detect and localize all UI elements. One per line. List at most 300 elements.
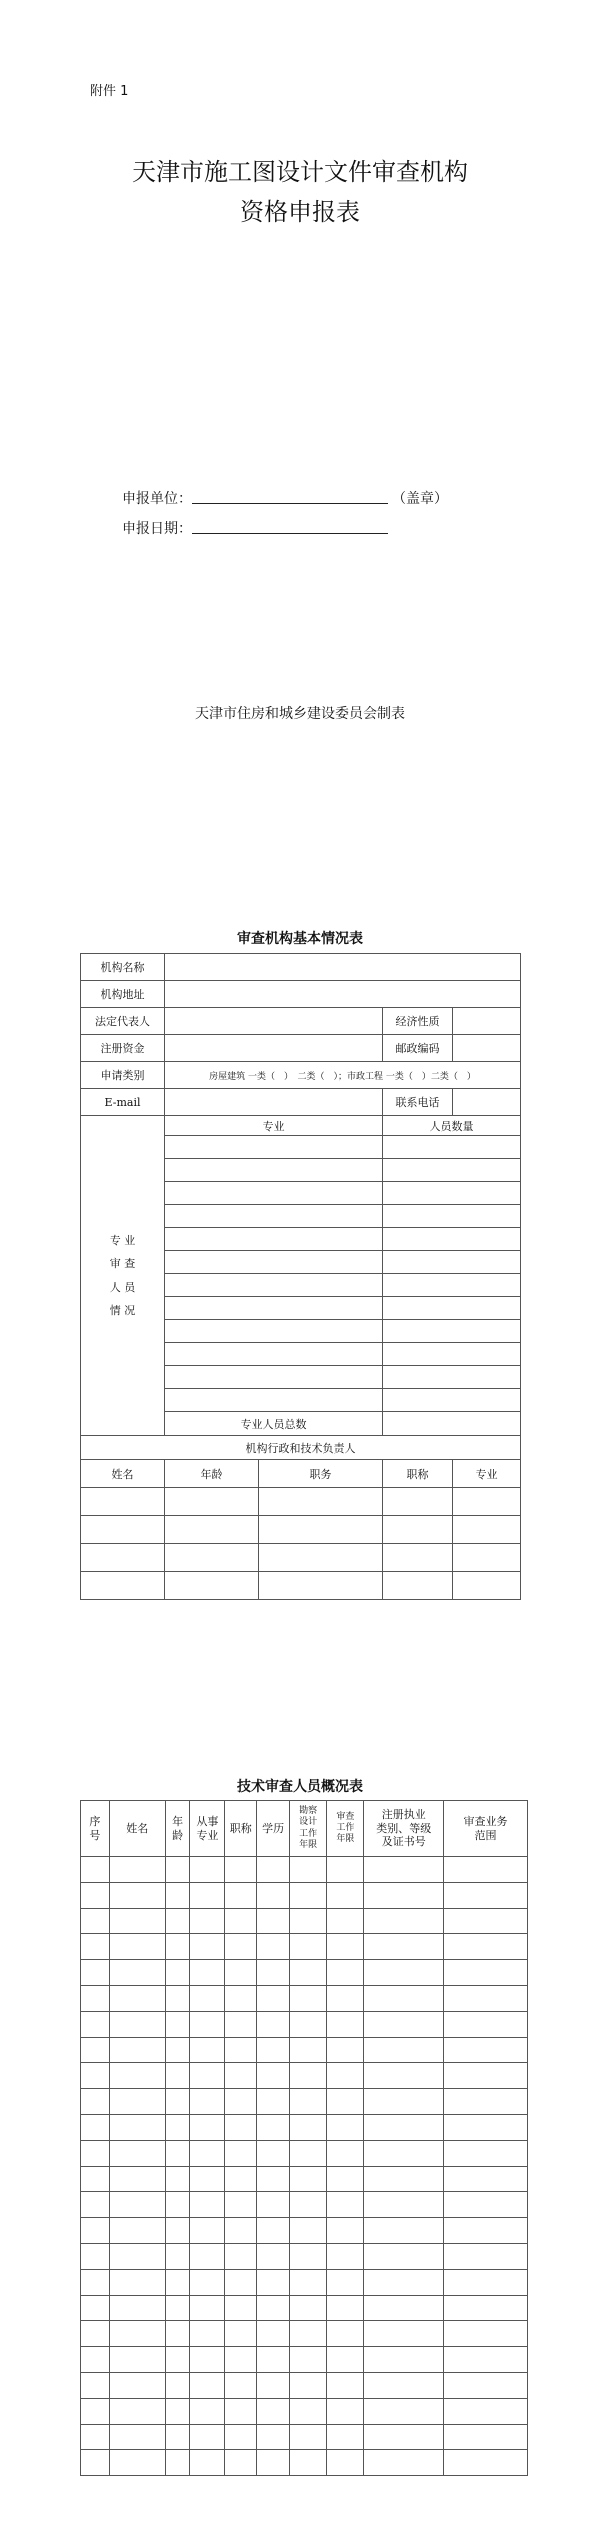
tech-cell[interactable] [327,1985,364,2011]
tech-cell[interactable] [81,2140,110,2166]
phone-label: 联系电话 [383,1089,453,1116]
tech-cell[interactable] [290,1985,327,2011]
tech-cell[interactable] [190,2347,225,2373]
tech-cell[interactable] [165,1908,189,1934]
tech-cell[interactable] [257,2450,290,2476]
tech-cell[interactable] [190,2037,225,2063]
tech-cell[interactable] [444,2321,528,2347]
tech-cell[interactable] [327,2166,364,2192]
tech-cell[interactable] [290,2424,327,2450]
tech-cell[interactable] [190,2269,225,2295]
tech-cell[interactable] [165,2192,189,2218]
count-cell[interactable] [383,1136,521,1159]
tech-cell[interactable] [257,1882,290,1908]
tech-cell[interactable] [327,2269,364,2295]
economic-nature-cell[interactable] [453,1008,521,1035]
tech-cell[interactable] [225,2140,257,2166]
leader-cell[interactable] [165,1516,259,1544]
specialty-cell[interactable] [165,1136,383,1159]
tech-cell[interactable] [444,2192,528,2218]
specialty-cell[interactable] [165,1228,383,1251]
tech-cell[interactable] [327,2321,364,2347]
tech-cell[interactable] [327,2347,364,2373]
count-cell[interactable] [383,1182,521,1205]
tech-cell[interactable] [109,2269,165,2295]
tech-cell[interactable] [190,2450,225,2476]
tech-cell[interactable] [165,2398,189,2424]
org-address-cell[interactable] [165,981,521,1008]
tech-cell[interactable] [81,2450,110,2476]
tech-cell[interactable] [81,2269,110,2295]
tech-cell[interactable] [109,2424,165,2450]
specialty-cell[interactable] [165,1297,383,1320]
email-cell[interactable] [165,1089,383,1116]
total-cell[interactable] [383,1412,521,1436]
tech-cell[interactable] [257,2321,290,2347]
tech-cell[interactable] [444,2347,528,2373]
tech-cell[interactable] [327,1857,364,1883]
tech-cell[interactable] [290,2372,327,2398]
tech-cell[interactable] [327,1882,364,1908]
leader-cell[interactable] [453,1572,521,1600]
tech-cell[interactable] [165,2450,189,2476]
tech-cell[interactable] [81,1882,110,1908]
tech-cell[interactable] [327,2140,364,2166]
tech-cell[interactable] [81,2037,110,2063]
tech-cell[interactable] [257,2114,290,2140]
tech-cell[interactable] [225,2243,257,2269]
tech-cell[interactable] [190,2243,225,2269]
tech-cell[interactable] [165,1960,189,1986]
tech-cell[interactable] [327,2424,364,2450]
tech-cell[interactable] [225,1882,257,1908]
tech-cell[interactable] [364,1934,444,1960]
tech-cell[interactable] [81,2218,110,2244]
specialty-cell[interactable] [165,1366,383,1389]
tech-cell[interactable] [225,2063,257,2089]
tech-cell[interactable] [190,2089,225,2115]
tech-cell[interactable] [327,2089,364,2115]
tech-cell[interactable] [257,2218,290,2244]
tech-cell[interactable] [290,1908,327,1934]
tech-cell[interactable] [364,2269,444,2295]
leader-cell[interactable] [81,1516,165,1544]
tech-cell[interactable] [364,2011,444,2037]
tech-cell[interactable] [444,2063,528,2089]
tech-cell[interactable] [81,2166,110,2192]
tech-cell[interactable] [364,2063,444,2089]
specialty-cell[interactable] [165,1274,383,1297]
tech-cell[interactable] [225,1857,257,1883]
tech-cell[interactable] [364,2424,444,2450]
specialty-cell[interactable] [165,1320,383,1343]
tech-cell[interactable] [290,2398,327,2424]
leader-cell[interactable] [81,1544,165,1572]
tech-cell[interactable] [165,2089,189,2115]
tech-cell[interactable] [81,2295,110,2321]
tech-cell[interactable] [257,2295,290,2321]
tech-cell[interactable] [165,2321,189,2347]
tech-cell[interactable] [444,2398,528,2424]
specialty-cell[interactable] [165,1343,383,1366]
tech-cell[interactable] [364,1960,444,1986]
tech-cell[interactable] [225,2192,257,2218]
tech-cell[interactable] [444,2166,528,2192]
leader-cell[interactable] [259,1488,383,1516]
tech-cell[interactable] [327,1908,364,1934]
tech-cell[interactable] [190,2140,225,2166]
tech-cell[interactable] [190,2063,225,2089]
tech-cell[interactable] [257,2089,290,2115]
tech-cell[interactable] [364,2450,444,2476]
specialty-cell[interactable] [165,1159,383,1182]
tech-cell[interactable] [109,2398,165,2424]
tech-cell[interactable] [257,2398,290,2424]
tech-cell[interactable] [165,2347,189,2373]
tech-cell[interactable] [444,2089,528,2115]
tech-cell[interactable] [81,2089,110,2115]
tech-cell[interactable] [257,2140,290,2166]
tech-cell[interactable] [165,2063,189,2089]
tech-cell[interactable] [327,1960,364,1986]
tech-cell[interactable] [290,2114,327,2140]
tech-cell[interactable] [109,1934,165,1960]
tech-cell[interactable] [444,2372,528,2398]
tech-cell[interactable] [364,2218,444,2244]
tech-cell[interactable] [225,2114,257,2140]
tech-cell[interactable] [190,2372,225,2398]
leader-cell[interactable] [383,1544,453,1572]
tech-cell[interactable] [364,2037,444,2063]
tech-cell[interactable] [225,2347,257,2373]
tech-cell[interactable] [364,2089,444,2115]
tech-cell[interactable] [225,1934,257,1960]
tech-cell[interactable] [165,2140,189,2166]
leader-cell[interactable] [383,1488,453,1516]
apply-options[interactable]: 房屋建筑 一类（ ） 二类（ ）；市政工程 一类（ ）二类（ ） [165,1062,521,1089]
tech-cell[interactable] [81,2321,110,2347]
leader-cell[interactable] [165,1572,259,1600]
tech-cell[interactable] [364,1857,444,1883]
tech-cell[interactable] [364,2295,444,2321]
tech-cell[interactable] [290,1934,327,1960]
tech-cell[interactable] [165,2269,189,2295]
tech-cell[interactable] [81,2192,110,2218]
tech-cell[interactable] [225,2037,257,2063]
tech-cell[interactable] [290,2295,327,2321]
tech-cell[interactable] [257,2372,290,2398]
specialty-cell[interactable] [165,1251,383,1274]
tech-cell[interactable] [257,2347,290,2373]
tech-cell[interactable] [165,2218,189,2244]
tech-cell[interactable] [364,2166,444,2192]
tech-cell[interactable] [290,2218,327,2244]
tech-cell[interactable] [190,2321,225,2347]
tech-cell[interactable] [109,1857,165,1883]
tech-cell[interactable] [190,2295,225,2321]
registered-capital-cell[interactable] [165,1035,383,1062]
tech-cell[interactable] [190,2114,225,2140]
count-cell[interactable] [383,1343,521,1366]
tech-cell[interactable] [257,2424,290,2450]
leader-cell[interactable] [81,1488,165,1516]
tech-cell[interactable] [165,2037,189,2063]
count-cell[interactable] [383,1159,521,1182]
tech-cell[interactable] [290,1960,327,1986]
tech-cell[interactable] [190,1985,225,2011]
tech-cell[interactable] [364,2192,444,2218]
tech-cell[interactable] [81,1934,110,1960]
count-cell[interactable] [383,1251,521,1274]
count-cell[interactable] [383,1228,521,1251]
tech-cell[interactable] [290,1857,327,1883]
economic-nature-label: 经济性质 [383,1008,453,1035]
tech-row [81,2192,528,2218]
tech-cell[interactable] [290,2166,327,2192]
tech-cell[interactable] [364,1985,444,2011]
tech-cell[interactable] [364,2347,444,2373]
tech-cell[interactable] [290,2063,327,2089]
tech-cell[interactable] [165,2243,189,2269]
tech-cell[interactable] [327,2011,364,2037]
tech-cell[interactable] [190,1857,225,1883]
tech-cell[interactable] [364,2243,444,2269]
tech-cell[interactable] [290,2321,327,2347]
tech-row [81,2218,528,2244]
tech-cell[interactable] [364,2372,444,2398]
tech-cell[interactable] [225,2321,257,2347]
tech-cell[interactable] [109,2140,165,2166]
tech-cell[interactable] [225,2269,257,2295]
tech-cell[interactable] [190,1960,225,1986]
tech-cell[interactable] [165,2295,189,2321]
leader-cell[interactable] [81,1572,165,1600]
tech-cell[interactable] [225,2089,257,2115]
tech-cell[interactable] [364,1882,444,1908]
tech-cell[interactable] [109,2295,165,2321]
tech-cell[interactable] [165,2166,189,2192]
tech-cell[interactable] [165,2424,189,2450]
tech-cell[interactable] [165,1985,189,2011]
tech-cell[interactable] [81,2424,110,2450]
tech-cell[interactable] [290,2037,327,2063]
tech-cell[interactable] [327,2114,364,2140]
tech-cell[interactable] [109,2011,165,2037]
tech-cell[interactable] [109,2450,165,2476]
tech-cell[interactable] [81,1908,110,1934]
tech-cell[interactable] [290,2347,327,2373]
tech-cell[interactable] [109,2372,165,2398]
tech-cell[interactable] [109,2347,165,2373]
leader-cell[interactable] [259,1572,383,1600]
tech-cell[interactable] [257,2011,290,2037]
tech-cell[interactable] [81,2063,110,2089]
tech-cell[interactable] [109,1985,165,2011]
tech-cell[interactable] [257,2037,290,2063]
leader-cell[interactable] [383,1572,453,1600]
tech-cell[interactable] [444,2037,528,2063]
tech-cell[interactable] [364,2140,444,2166]
tech-cell[interactable] [290,1882,327,1908]
leader-cell[interactable] [453,1488,521,1516]
tech-cell[interactable] [190,2166,225,2192]
tech-cell[interactable] [81,2372,110,2398]
count-cell[interactable] [383,1389,521,1412]
count-cell[interactable] [383,1205,521,1228]
tech-cell[interactable] [109,1882,165,1908]
leader-cell[interactable] [453,1544,521,1572]
tech-cell[interactable] [444,1882,528,1908]
tech-cell[interactable] [81,1960,110,1986]
tech-cell[interactable] [444,1934,528,1960]
tech-cell[interactable] [257,2192,290,2218]
tech-cell[interactable] [327,2192,364,2218]
tech-cell[interactable] [165,2011,189,2037]
tech-cell[interactable] [165,2114,189,2140]
tech-cell[interactable] [364,2321,444,2347]
tech-cell[interactable] [165,1857,189,1883]
tech-cell[interactable] [327,2243,364,2269]
tech-cell[interactable] [444,2269,528,2295]
leader-cell[interactable] [165,1488,259,1516]
tech-cell[interactable] [225,2372,257,2398]
tech-cell[interactable] [257,1985,290,2011]
tech-cell[interactable] [109,2243,165,2269]
tech-cell[interactable] [109,2037,165,2063]
tech-cell[interactable] [444,1908,528,1934]
tech-cell[interactable] [81,1857,110,1883]
tech-cell[interactable] [225,2398,257,2424]
tech-cell[interactable] [290,2140,327,2166]
leader-cell[interactable] [165,1544,259,1572]
tech-cell[interactable] [444,2114,528,2140]
tech-cell[interactable] [81,2398,110,2424]
tech-cell[interactable] [81,2243,110,2269]
tech-cell[interactable] [444,1985,528,2011]
tech-cell[interactable] [290,2011,327,2037]
tech-cell[interactable] [165,2372,189,2398]
declare-date-line[interactable] [192,533,388,534]
tech-cell[interactable] [257,1960,290,1986]
tech-cell[interactable] [257,2269,290,2295]
tech-cell[interactable] [109,1960,165,1986]
tech-cell[interactable] [109,2089,165,2115]
leader-cell[interactable] [259,1516,383,1544]
tech-cell[interactable] [190,1882,225,1908]
tech-cell[interactable] [225,2011,257,2037]
count-cell[interactable] [383,1366,521,1389]
tech-cell[interactable] [444,2243,528,2269]
tech-cell[interactable] [190,2398,225,2424]
tech-cell[interactable] [190,2192,225,2218]
tech-cell[interactable] [364,1908,444,1934]
tech-cell[interactable] [109,2321,165,2347]
specialty-cell[interactable] [165,1389,383,1412]
tech-cell[interactable] [290,2089,327,2115]
tech-cell[interactable] [225,2450,257,2476]
tech-cell[interactable] [327,2037,364,2063]
specialty-cell[interactable] [165,1205,383,1228]
tech-cell[interactable] [290,2450,327,2476]
phone-cell[interactable] [453,1089,521,1116]
tech-cell[interactable] [109,2114,165,2140]
tech-cell[interactable] [444,2218,528,2244]
tech-cell[interactable] [225,2218,257,2244]
tech-cell[interactable] [190,1934,225,1960]
tech-cell[interactable] [290,2192,327,2218]
count-cell[interactable] [383,1274,521,1297]
tech-cell[interactable] [444,1857,528,1883]
legal-rep-cell[interactable] [165,1008,383,1035]
count-cell[interactable] [383,1297,521,1320]
postal-code-cell[interactable] [453,1035,521,1062]
tech-cell[interactable] [81,2114,110,2140]
tech-cell[interactable] [225,2424,257,2450]
count-cell[interactable] [383,1320,521,1343]
tech-cell[interactable] [109,2063,165,2089]
tech-cell[interactable] [109,1908,165,1934]
tech-cell[interactable] [190,2424,225,2450]
tech-cell[interactable] [327,2063,364,2089]
tech-cell[interactable] [225,1960,257,1986]
tech-cell[interactable] [257,2243,290,2269]
tech-cell[interactable] [165,1934,189,1960]
tech-cell[interactable] [290,2243,327,2269]
specialty-cell[interactable] [165,1182,383,1205]
tech-cell[interactable] [290,2269,327,2295]
tech-cell[interactable] [225,2166,257,2192]
tech-cell[interactable] [444,2011,528,2037]
tech-cell[interactable] [257,1857,290,1883]
tech-cell[interactable] [327,1934,364,1960]
tech-cell[interactable] [225,2295,257,2321]
declare-unit-line[interactable] [192,503,388,504]
tech-cell[interactable] [257,2063,290,2089]
tech-cell[interactable] [257,1934,290,1960]
tech-cell[interactable] [109,2218,165,2244]
tech-cell[interactable] [81,2011,110,2037]
tech-cell[interactable] [190,2011,225,2037]
leader-cell[interactable] [383,1516,453,1544]
tech-cell[interactable] [81,1985,110,2011]
tech-cell[interactable] [444,2424,528,2450]
tech-cell[interactable] [190,2218,225,2244]
tech-cell[interactable] [364,2114,444,2140]
tech-cell[interactable] [327,2372,364,2398]
tech-cell[interactable] [81,2347,110,2373]
tech-cell[interactable] [327,2398,364,2424]
tech-cell[interactable] [364,2398,444,2424]
leader-cell[interactable] [259,1544,383,1572]
tech-cell[interactable] [257,1908,290,1934]
tech-cell[interactable] [165,1882,189,1908]
tech-cell[interactable] [190,1908,225,1934]
tech-cell[interactable] [327,2295,364,2321]
tech-cell[interactable] [109,2166,165,2192]
tech-cell[interactable] [257,2166,290,2192]
tech-cell[interactable] [225,1985,257,2011]
leader-cell[interactable] [453,1516,521,1544]
tech-cell[interactable] [444,2140,528,2166]
tech-cell[interactable] [109,2192,165,2218]
tech-cell[interactable] [327,2450,364,2476]
tech-cell[interactable] [327,2218,364,2244]
tech-cell[interactable] [444,2295,528,2321]
tech-cell[interactable] [444,1960,528,1986]
org-name-cell[interactable] [165,954,521,981]
tech-cell[interactable] [225,1908,257,1934]
tech-cell[interactable] [444,2450,528,2476]
